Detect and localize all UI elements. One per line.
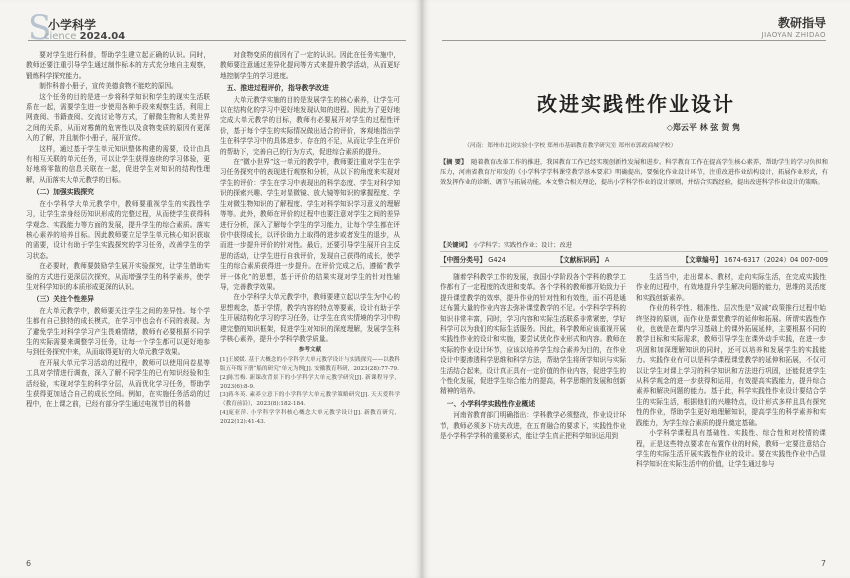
paragraph: 河南省教育部门明确指出：学科教学必须整改，作业设计环节，教师必须多下功夫改进，在五育融合的要求下，实践性作业是小学科学学科的重要形式，能让学生真正把科学知识运用到 bbox=[440, 411, 626, 441]
column-name: 教研指导 bbox=[777, 16, 826, 30]
column-pinyin: JIAOYAN ZHIDAO bbox=[761, 31, 826, 39]
paragraph: 随着学科教学工作的发展，我国小学阶段各个学科的教学工作都有了一定程度的改进和变革。各个学科的教师都开始致力于提升课堂教学的效率，提升作业的针对性和有效性，而不再是通过布置大量的作业内容去弥补课堂教学的不足。小学科学学科的知识非常丰富，同时，学习内容和实际生活联系非常紧密，学好科学可以为我们的实际生活服务。因此，科学教师应该重视开展实践性作业的设计和实施，要尝试优化作业形式和内容。教师在实际的作业设计环节，应该以培养学生综合素养为目的，在作业设计中要渗透科学思维和科学方法，帮助学生将所学知识与实际生活结合起来，设计真正具有一定价值的作业内容，促进学生的个性化发展，促进学生综合能力的提高，科学思维的发展和创新精神的培养。 bbox=[440, 273, 626, 396]
page-number-right: 7 bbox=[820, 559, 826, 568]
header-rule bbox=[442, 40, 826, 41]
paragraph: 在开展大单元学习活动的过程中，教师可以使用问卷星等工具对学情进行调查，深入了解不同学生的已有知识经验和生活经验，实现对学生的科学分层，从而优化学习任务，帮助学生获得更加适合自己的成长空间。例如，在实施任务活动的过程中，在上课之前，已经有部分学生通过电视节目的科普 bbox=[26, 358, 210, 409]
left-column-2 bbox=[220, 50, 400, 427]
issue-number: 2024.04 bbox=[79, 31, 126, 42]
paragraph: 小学科学课程具有基础性、实践性、综合性和对校情的课程，正是这些特点要求在布置作业的时候，教师一定要注意结合学生的实际生活开展实践性作业的设计。要在实践性作业中凸显科学知识在实际生活中的价值，让学生通过参与 bbox=[636, 429, 826, 469]
paragraph: 对食物变质的前因有了一定的认识。因此在任务实施中，教师要注意通过差异化提问等方式来提升教学活动，从而更好地控制学生的学习进度。 bbox=[220, 51, 400, 80]
document-code: 【文献标识码】 A bbox=[556, 256, 610, 264]
paragraph: 这个任务的目的是进一步将科学知识和学生的现实生活联系在一起，需要学生进一步使用各种手段来观察生活，利用上网查阅、书籍查阅、交流讨论等方式，了解微生物和人类世界之间的关系，从而对霉菌的危害性以及食物变质的原因有更深入的了解，并且制作小册子，展开宣传。 bbox=[26, 92, 210, 143]
article-number: 【文章编号】 1674-6317（2024）04 007-009 bbox=[682, 256, 828, 264]
divider bbox=[440, 266, 828, 267]
article-authors: ◇郑云平 林 弦 贺 隽 bbox=[666, 123, 740, 132]
magazine-name: 小学科学 bbox=[48, 18, 97, 32]
paragraph: 要对学生进行科普，帮助学生建立起正确的认识。同时，教师还要注重引导学生通过制作标本的方式充分地自主观察，锻炼科学探究能力。 bbox=[26, 51, 210, 80]
paragraph: 在“微小世界”这一单元的教学中，教师要注重对学生在学习任务探究中的表现进行观察和分析，从以下的角度来实现对学生的评价：学生在学习中表现出的科学态度、学生对科学知识的探索兴趣、学生对显微镜、放大镜等知识的掌握程度、学生对微生物知识的了解程度、学生对科学知识学习意义的理解等等。此外，教师在评价的过程中也要注意对学生之间的差异进行分析，深入了解每个学生的学习能力，让每个学生都在评价中获得成长，以评价助力上取得的进步或者发生的退步，从而进一步提升评价的针对性。最后，还要引导学生展开自主反思的活动，让学生进行自我评价，发现自己获得的成长，使学生的综合素质获得进一步提升。在评价完成之后，遵循“教学评一体化”的思想，基于评价的结果实现对学生的针对性辅导，完善教学效果。 bbox=[220, 158, 400, 291]
reference-item: [3]蒋冬英. 素养立意下的小学科学大单元教学策略研究[J]. 天天爱科学（教育前沿），2023(8):182-184. bbox=[220, 392, 400, 408]
paragraph: 在必要时，教师要鼓励学生展开实验探究，让学生借助实验的方式进行更深层次探究，从而增强学生的科学素养，使学生对科学知识的本质形成更深的认识。 bbox=[26, 262, 210, 291]
references-title: 参考文献 bbox=[298, 347, 322, 354]
article-affiliation: （河南：郑州市北岗实验小学校 郑州市基础教育教学研究室 郑州市郭政商城学校） bbox=[464, 143, 677, 149]
section-heading: 五、推进过程评价，指导教学改进 bbox=[226, 84, 329, 93]
right-page bbox=[422, 0, 850, 578]
magazine-logo-letter: S bbox=[28, 8, 52, 48]
classification-number: 【中图分类号】 G424 bbox=[440, 256, 506, 264]
magazine-sub-prefix: cience bbox=[44, 31, 77, 42]
paragraph: 这样，通过基于学生单元知识整体构建的需要，设计由具有相互关联的单元任务，可以让学生获得连续的学习体验，更好地将零散的信息关联在一起，促进学生对知识的结构性理解，从而落实大单元教学的目标。 bbox=[26, 144, 210, 184]
right-column-1 bbox=[440, 272, 626, 442]
keywords bbox=[440, 240, 828, 249]
keywords-text: 小学科学；实践性作业；设计；改进 bbox=[472, 242, 572, 249]
abstract bbox=[440, 158, 828, 189]
reference-item: [2]陈雪梅. 新课改背景下的小学科学大单元教学研究[J]. 新课程导学，2023(6):8-9. bbox=[220, 374, 400, 390]
section-heading: 一、小学科学实践性作业概述 bbox=[446, 399, 536, 408]
paragraph: 大单元教学实施的目的是发展学生的核心素养，让学生可以在结构化的学习中更好地发现认知的进程。因此为了更好地完成大单元教学的目标，教师有必要展开对学生的过程性评价，基于每个学生的实际情况做出适合的评价，客观地指出学生在科学学习中的具体进步、存在的不足，从而让学生在评价的帮助下，完善自己的行为方式，促进综合素质的提升。 bbox=[220, 95, 400, 156]
paragraph: 在大单元教学中，教师要关注学生之间的差异性。每个学生都有自己独特的成长模式，在学习中也会有不同的表现。为了避免学生对科学学习产生畏难情绪，教师有必要根据不同学生的实际需要来调整学习任务，让每一个学生都可以更好地参与到任务探究中来，从而取得更好的大单元教学效果。 bbox=[26, 306, 210, 357]
header-rule bbox=[28, 40, 406, 41]
references bbox=[220, 346, 400, 426]
left-column-1 bbox=[26, 50, 210, 410]
paragraph: 在小学科学大单元教学中，教师要重视学生的实践性学习，让学生亲身经历知识形成的完整过程，从而使学生获得科学观念、实践能力等方面的发展，提升学生的综合素质。落实核心素养的培养目标。因此教师要立足学生单元核心知识获取的需要，设计有助于学生实践探究的学习任务，改善学生的学习状态。 bbox=[26, 199, 210, 260]
keywords-label: 【关键词】 bbox=[440, 242, 471, 249]
left-page bbox=[0, 0, 422, 578]
page-number-left: 6 bbox=[26, 559, 32, 568]
abstract-text: 随着教育改革工作的推进，我国教育工作已经实现创新性发展和进步。科学教育工作在提高学生核心素养，帮助学生的学习负担和压力，河南省教育厅印发的《小学科学学科课堂教学基本要求》明确提出，要强化作业设计环节，注重改进作业结构设计，拓展作业形式，有效发挥作业的诊断、调节与拓展功能。本文整合相关理论，提出小学科学作业的设计原则，并结合实践经验，提出改进科学作业设计的策略。 bbox=[440, 159, 828, 187]
reference-item: [1]王媛媛. 基于大概念的小学科学大单元教学设计与实践探究——以教科版五年级下册“船的研究”单元为例[J]. 安徽教育科研，2023(28):77-79. bbox=[220, 357, 400, 372]
reference-item: [4]庞亚萍. 小学科学学科核心概念大单元教学设计[J]. 新教育研究，2022(12):41-43. bbox=[220, 409, 400, 425]
paragraph: 在小学科学大单元教学中，教师要建立起以学生为中心的思想观念，基于学情，教学内容的特点等要素，设计有助于学生开展结构化学习的学习任务，让学生在真实情境的学习中构建完整的知识框架，促进学生对知识的深度理解，发展学生科学核心素养，提升小学科学教学质量。 bbox=[220, 293, 400, 343]
paragraph: 作业的科学性、精准性、层次性是“双减”政策推行过程中始终坚持的原则，而作业是课堂教学的延伸和拓展。所谓实践性作业，也就是在课内学习基础上的课外拓展延伸，主要根据不同的教学目标和实际需求，教师引导学生在课外动手实践，在进一步巩固和加深理解知识的同时，还可以培养和发展学生的实践能力。实践作业有可以是科学课程课堂教学的延伸和拓展，不仅可以让学生对课上学习的科学知识和方法进行巩固，还能促进学生从科学观念的进一步获得和运用，有效提高实践能力，提升综合素养和解决问题的能力。基于此，科学实践性作业设计要结合学生的实际生活，根据他们的兴趣特点，设计形式多样且具有探究性的作业，帮助学生更好地理解知识，提高学生的科学素养和实践能力，为学生综合素质的提升奠定基础。 bbox=[636, 304, 826, 427]
abstract-label: 【摘 要】 bbox=[440, 159, 468, 166]
paragraph: 制作科普小册子，宣传美德食物不能吃的原因。 bbox=[39, 82, 178, 91]
divider bbox=[440, 251, 828, 252]
section-heading: （三）关注个性差异 bbox=[32, 295, 94, 304]
article-title: 改进实践性作业设计 bbox=[537, 92, 735, 116]
right-header bbox=[762, 14, 826, 39]
classification-line bbox=[440, 254, 828, 264]
paragraph: 生活当中，走出课本、教材，走向实际生活，在完成实践性作业的过程中，有效地提升学生解决问题的能力，思维的灵活度和实践创新素养。 bbox=[636, 273, 826, 302]
section-heading: （二）加强实践探究 bbox=[32, 188, 94, 197]
right-column-2 bbox=[636, 272, 826, 470]
